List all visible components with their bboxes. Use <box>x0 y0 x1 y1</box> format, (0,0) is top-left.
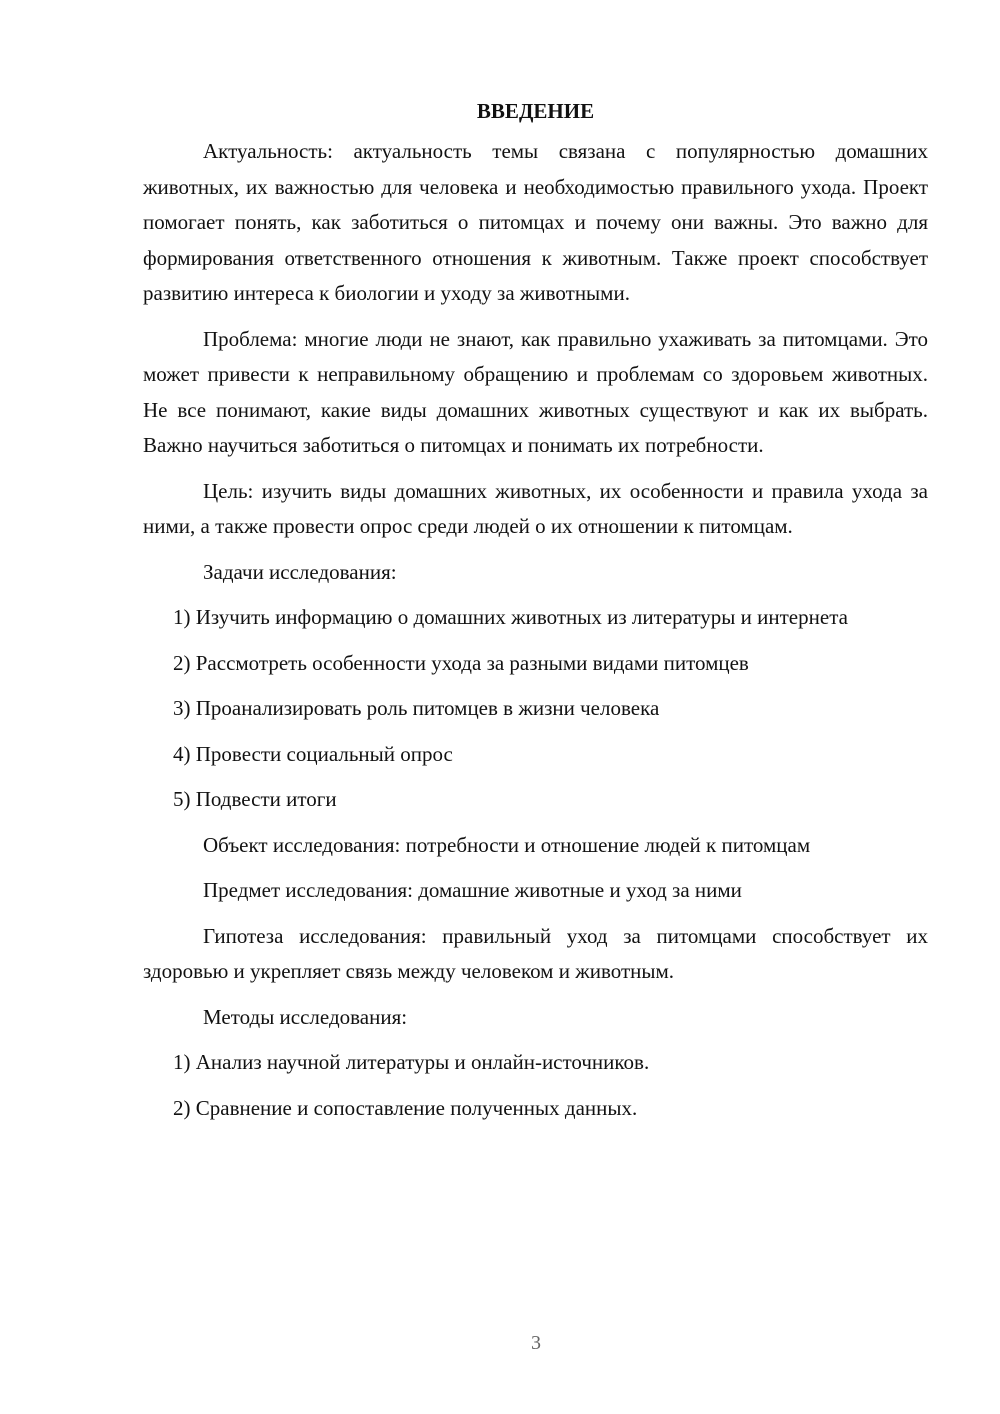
problem-paragraph: Проблема: многие люди не знают, как правильно ухаживать за питомцами. Это может привести к неправильному обращению и проблемам со здоровьем животных. Не все понимают, какие виды домашних животных существуют и как их выбрать. Важно научиться заботиться о питомцах и понимать их потребности. <box>143 326 928 457</box>
hypothesis-paragraph: Гипотеза исследования: правильный уход за питомцами способствует их здоровью и укрепляет связь между человеком и животным. <box>143 923 928 983</box>
task-item: 2) Рассмотреть особенности ухода за разными видами питомцев <box>173 650 749 675</box>
document-page <box>143 96 928 1136</box>
relevance-paragraph: Актуальность: актуальность темы связана с популярностью домашних животных, их важностью для человека и необходимостью правильного ухода. Проект помогает понять, как заботиться о питомцах и почему они важны. Это важно для формирования ответственного отношения к животным. Также проект способствует развитию интереса к биологии и уходу за животными. <box>143 139 928 305</box>
research-object: Объект исследования: потребности и отношение людей к питомцам <box>203 832 811 857</box>
research-subject: Предмет исследования: домашние животные и уход за ними <box>203 878 742 902</box>
tasks-heading: Задачи исследования: <box>203 559 397 584</box>
goal-paragraph: Цель: изучить виды домашних животных, их особенности и правила ухода за ними, а также провести опрос среди людей о их отношении к питомцам. <box>143 478 928 538</box>
method-item: 1) Анализ научной литературы и онлайн-источников. <box>173 1050 650 1074</box>
task-item: 3) Проанализировать роль питомцев в жизни человека <box>173 696 660 720</box>
page-number: 3 <box>531 1332 541 1354</box>
method-item: 2) Сравнение и сопоставление полученных данных. <box>173 1095 638 1120</box>
methods-heading: Методы исследования: <box>203 1004 408 1029</box>
task-item: 1) Изучить информацию о домашних животных из литературы и интернета <box>173 605 848 629</box>
task-item: 4) Провести социальный опрос <box>173 741 453 766</box>
task-item: 5) Подвести итоги <box>173 787 337 811</box>
page-title: ВВЕДЕНИЕ <box>476 99 595 123</box>
